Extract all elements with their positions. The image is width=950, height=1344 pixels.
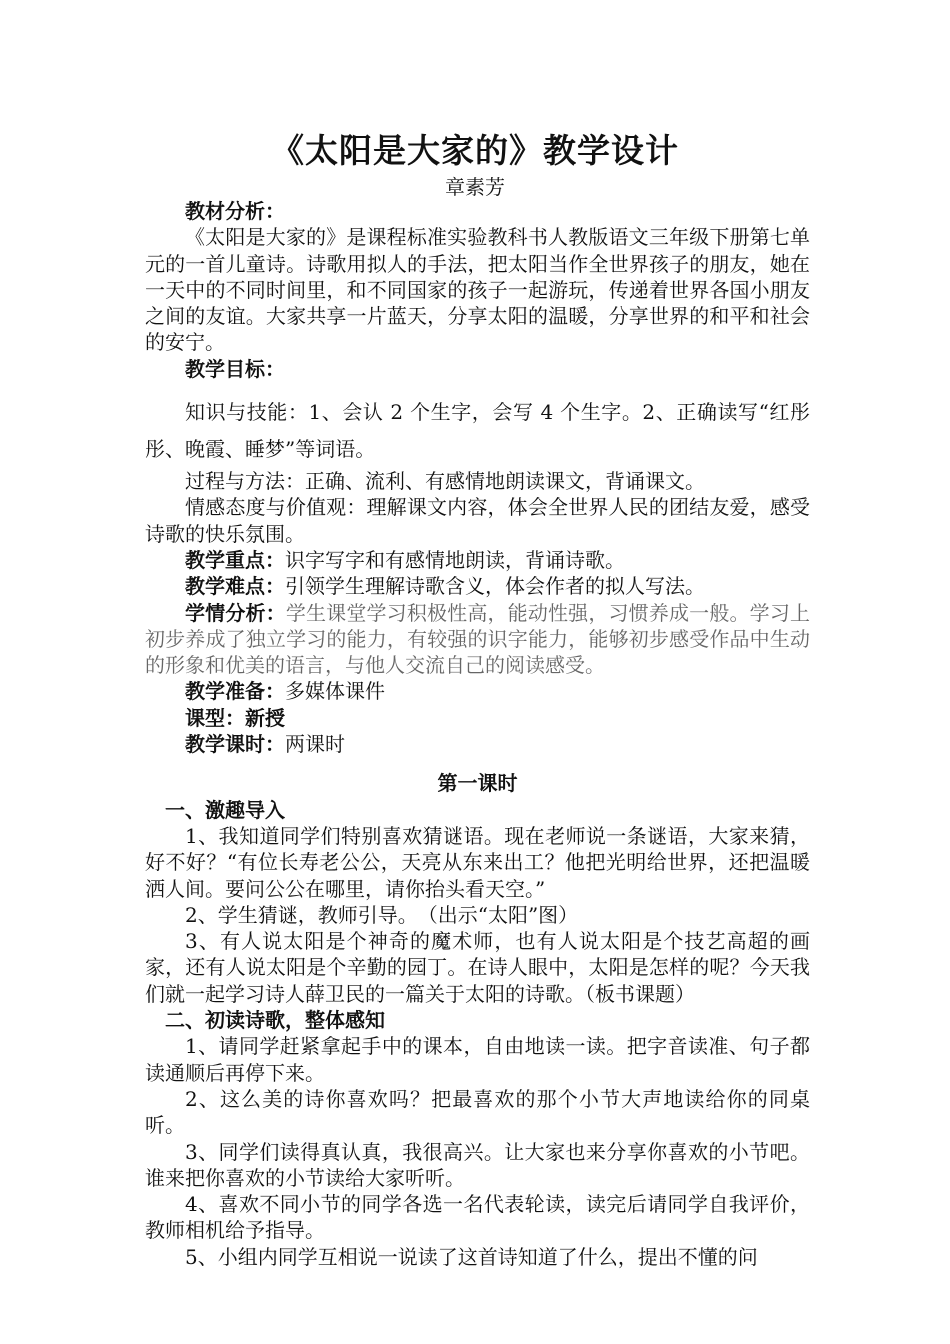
student-analysis-label: 学情分析：	[185, 600, 286, 625]
key-point-text: 识字写字和有感情地朗读，背诵诗歌。	[285, 547, 625, 572]
goals-heading: 教学目标：	[185, 356, 285, 381]
section2-paragraph-4: 4、喜欢不同小节的同学各选一名代表轮读，读完后请同学自我评价，教师相机给予指导。	[145, 1192, 810, 1243]
document-author: 章素芳	[445, 175, 505, 199]
section1-paragraph-3: 3、有人说太阳是个神奇的魔术师，也有人说太阳是个技艺高超的画家，还有人说太阳是个辛勤的园丁。在诗人眼中，太阳是怎样的呢？今天我们就一起学习诗人薛卫民的一篇关于太阳的诗歌。（板书课题）	[145, 929, 810, 1006]
lesson-hours-text: 两课时	[285, 732, 345, 757]
goal-emotion: 情感态度与价值观：理解课文内容，体会全世界人民的团结友爱，感受诗歌的快乐氛围。	[145, 495, 810, 546]
lesson-heading: 第一课时	[437, 771, 518, 796]
section1-paragraph-1: 1、我知道同学们特别喜欢猜谜语。现在老师说一条谜语，大家来猜，好不好？“有位长寿老公公，天亮从东来出工？他把光明给世界，还把温暖洒人间。要问公公在哪里，请你抬头看天空。”	[145, 823, 810, 901]
goal-knowledge: 知识与技能：1、会认 2 个生字，会写 4 个生字。2、正确读写“红彤彤、晚霞、睡梦”等词语。	[145, 400, 810, 462]
student-analysis-text: 学生课堂学习积极性高，能动性强，习惯养成一般。学习上初步养成了独立学习的能力，有较强的识字能力，能够初步感受作品中生动的形象和优美的语言，与他人交流自己的阅读感受。	[145, 600, 811, 678]
document-body	[145, 198, 810, 1270]
goal-process: 过程与方法：正确、流利、有感情地朗读课文，背诵课文。	[185, 469, 705, 494]
analysis-paragraph: 《太阳是大家的》是课程标准实验教科书人教版语文三年级下册第七单元的一首儿童诗。诗歌用拟人的手法，把太阳当作全世界孩子的朋友，她在一天中的不同时间里，和不同国家的孩子一起游玩，传递着世界各国小朋友之间的友谊。大家共享一片蓝天，分享太阳的温暖，分享世界的和平和社会的安宁。	[145, 225, 810, 355]
lesson-type: 课型：新授	[185, 705, 285, 730]
lesson-hours	[145, 731, 810, 757]
section2-paragraph-2: 2、这么美的诗你喜欢吗？把最喜欢的那个小节大声地读给你的同桌听。	[145, 1086, 810, 1138]
section2-paragraph-3: 3、同学们读得真认真，我很高兴。让大家也来分享你喜欢的小节吧。谁来把你喜欢的小节读给大家听听。	[145, 1139, 810, 1190]
preparation-text: 多媒体课件	[285, 679, 385, 704]
difficulty-label: 教学难点：	[185, 574, 285, 599]
section2-heading: 二、初读诗歌，整体感知	[165, 1008, 385, 1033]
document-title: 《太阳是大家的》教学设计	[271, 131, 679, 170]
difficulty-point	[145, 573, 810, 599]
key-point-label: 教学重点：	[185, 547, 285, 572]
analysis-heading: 教材分析：	[185, 199, 285, 223]
difficulty-text: 引领学生理解诗歌含义，体会作者的拟人写法。	[285, 574, 705, 599]
section2-paragraph-5: 5、小组内同学互相说一说读了这首诗知道了什么，提出不懂的问	[185, 1244, 758, 1269]
section2-paragraph-1: 1、请同学赶紧拿起手中的课本，自由地读一读。把字音读准、句子都读通顺后再停下来。	[145, 1034, 810, 1085]
preparation	[145, 678, 810, 704]
section1-heading: 一、激趣导入	[165, 797, 285, 822]
lesson-hours-label: 教学课时：	[185, 732, 285, 757]
section1-paragraph-2: 2、学生猜谜，教师引导。 （出示“太阳”图）	[185, 902, 579, 927]
preparation-label: 教学准备：	[185, 679, 285, 704]
student-analysis	[145, 600, 810, 679]
key-point	[145, 547, 810, 573]
